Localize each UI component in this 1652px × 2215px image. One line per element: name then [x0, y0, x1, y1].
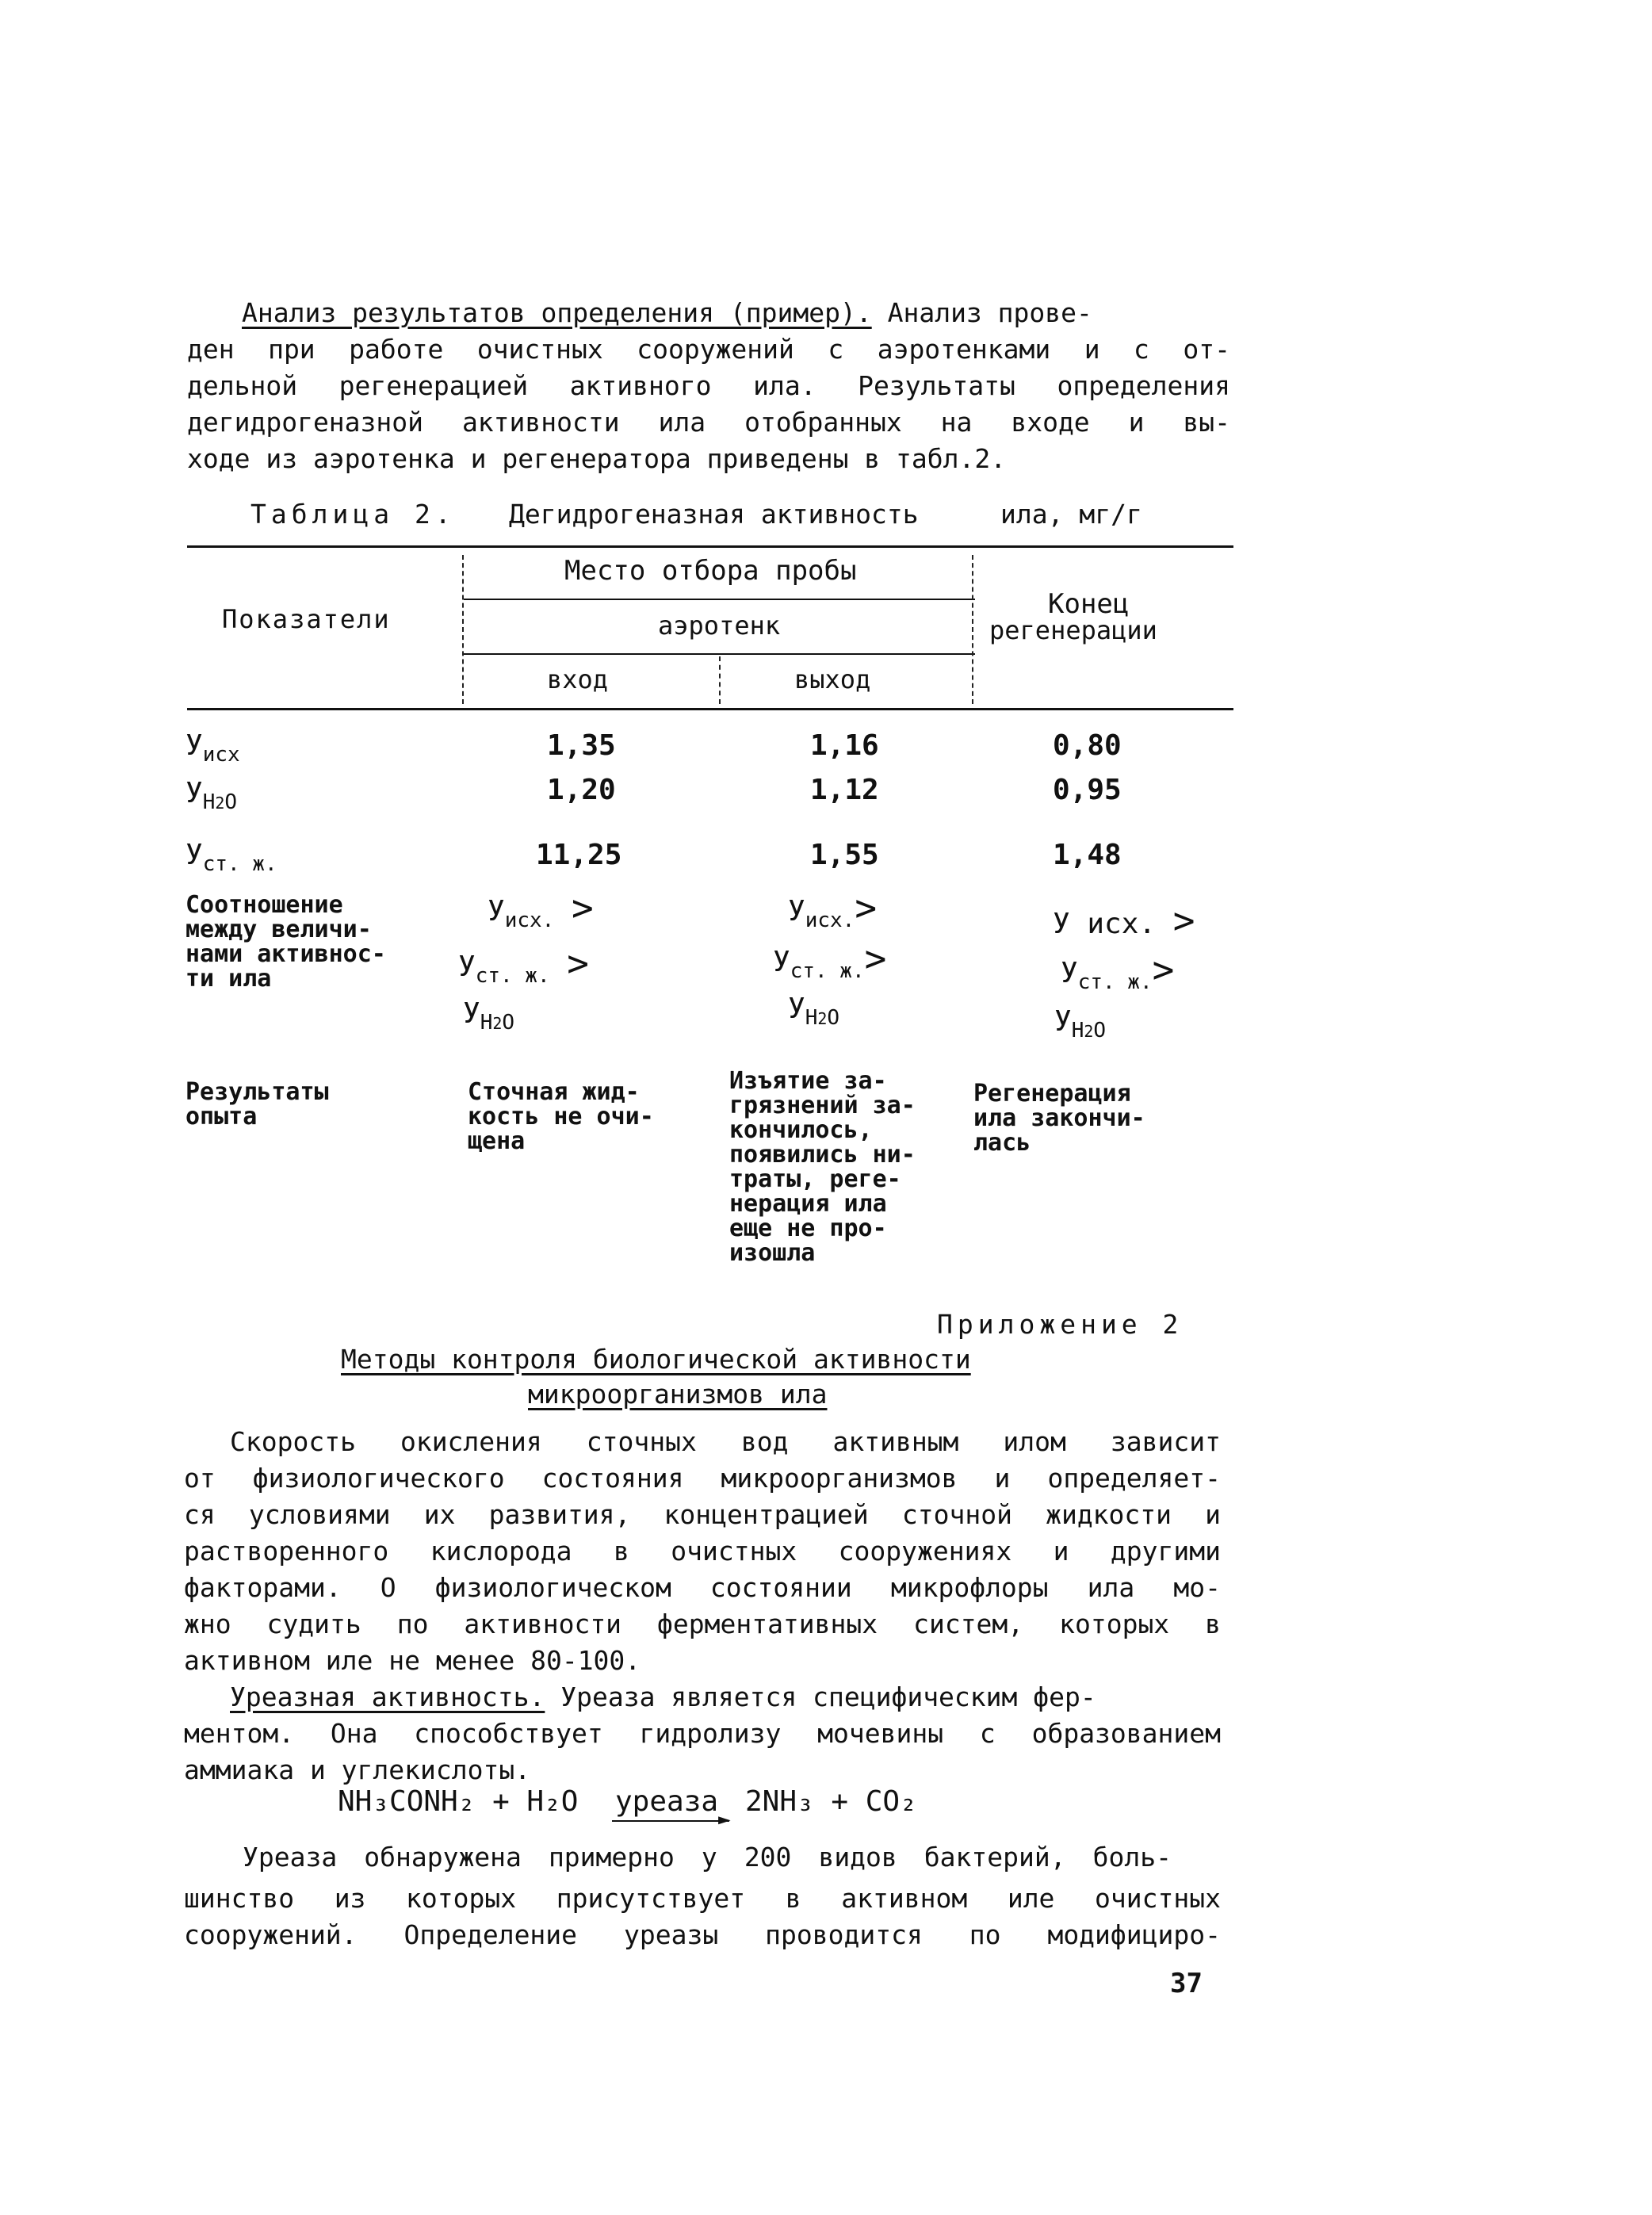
urease-line-2: ментом. Она способствует гидролизу мочевины с образованием	[184, 1718, 1221, 1749]
ratio-inlet-ish: $У_{исх.}$ >	[488, 886, 594, 933]
body1-line-6: активном иле не менее 80-100.	[184, 1645, 641, 1676]
urease-heading: Уреазная активность.	[230, 1681, 545, 1712]
ratio-label: Соотношение между величи- нами активнос- ти ила	[185, 891, 386, 993]
row-label-ish: $У_{исх}$	[185, 729, 240, 767]
header-vline-3	[972, 555, 973, 704]
body1-line-2: ся условиями их развития, концентрацией сточной жидкости и	[184, 1499, 1221, 1530]
header-vline-2	[719, 656, 721, 704]
intro-line-0: Анализ прове-	[887, 297, 1092, 328]
row-label-h2o: $У_{H2O}$	[185, 777, 238, 815]
urease-line-3: аммиака и углекислоты.	[184, 1754, 531, 1785]
header-sampling-place: Место отбора пробы	[564, 555, 857, 587]
header-rule-2	[464, 653, 975, 655]
formula-left: NH₃CONH₂ + H₂O	[338, 1785, 579, 1818]
header-outlet: выход	[794, 664, 871, 694]
header-rule-1	[464, 599, 975, 600]
ratio-outlet-ish: $У_{исх.}>$	[788, 886, 878, 933]
value-stzh-inlet: 11,25	[536, 839, 622, 871]
intro-line-2: дельной регенерацией активного ила. Результаты определения	[187, 370, 1230, 401]
row-label-stzh: $У_{ст. ж.}$	[185, 839, 277, 877]
formula-arrow	[612, 1820, 729, 1822]
body1-line-0: Скорость окисления сточных вод активным илом зависит	[230, 1426, 1221, 1457]
results-inlet: Сточная жид- кость не очи- щена	[468, 1078, 654, 1155]
table-caption-label: Таблица 2.	[250, 499, 456, 530]
header-regen-end-2: регенерации	[989, 615, 1157, 645]
results-outlet: Изъятие за- грязнений за- кончилось, появились ни- траты, реге- нерация ила еще не про- изошла	[729, 1067, 916, 1267]
page-number: 37	[1170, 1968, 1203, 1999]
header-regen-end-1: Конец	[1048, 588, 1130, 620]
appendix-label: Приложение 2	[937, 1309, 1184, 1340]
formula-enzyme: уреаза	[615, 1785, 719, 1818]
header-vline-1	[462, 555, 464, 704]
value-ish-regen: 0,80	[1053, 729, 1122, 762]
value-h2o-outlet: 1,12	[810, 774, 879, 806]
ratio-inlet-h2o: $У_{H2O}$	[463, 997, 515, 1035]
intro-line-3: дегидрогеназной активности ила отобранных на входе и вы-	[187, 407, 1230, 438]
appendix-title-1: Методы контроля биологической активности	[341, 1344, 971, 1375]
value-h2o-inlet: 1,20	[547, 774, 616, 806]
intro-heading: Анализ результатов определения (пример).	[242, 297, 872, 328]
table-caption-unit: ила, мг/г	[1000, 499, 1142, 530]
table-caption-title: Дегидрогеназная активность	[509, 499, 919, 530]
ratio-regen-h2o: $У_{H2O}$	[1054, 1005, 1107, 1043]
body1-line-5: жно судить по активности ферментативных систем, которых в	[184, 1609, 1221, 1639]
urease-line-1: Уреазная активность. Уреаза является специфическим фер-	[230, 1681, 1096, 1712]
ratio-regen-stzh: $У_{ст. ж.}>$	[1061, 948, 1175, 995]
appendix-title-2: микроорганизмов ила	[528, 1379, 828, 1410]
header-aerotank: аэротенк	[658, 610, 781, 641]
ratio-outlet-h2o: $У_{H2O}$	[788, 993, 840, 1031]
results-label: Результаты опыта	[185, 1078, 329, 1130]
ratio-outlet-stzh: $У_{ст. ж.}>$	[773, 937, 887, 984]
ratio-regen-ish: У исх. >	[1053, 899, 1195, 942]
body1-line-4: факторами. О физиологическом состоянии микрофлоры ила мо-	[184, 1572, 1221, 1603]
body2-line-1: шинство из которых присутствует в активном иле очистных	[184, 1883, 1221, 1914]
body1-line-1: от физиологического состояния микроорганизмов и определяет-	[184, 1463, 1221, 1494]
intro-line-4: ходе из аэротенка и регенератора приведены в табл.2.	[187, 443, 1007, 474]
body1-line-3: растворенного кислорода в очистных сооружениях и другими	[184, 1536, 1221, 1567]
value-ish-outlet: 1,16	[810, 729, 879, 762]
formula-arrowhead: ►	[718, 1808, 731, 1831]
table-header-bottom-rule	[187, 708, 1233, 710]
body2-line-2: сооружений. Определение уреазы проводится по модифициро-	[184, 1919, 1221, 1950]
results-regen: Регенерация ила закончи- лась	[973, 1080, 1145, 1157]
ratio-inlet-stzh: $У_{ст. ж.}$ >	[458, 942, 589, 989]
header-indicators: Показатели	[222, 604, 391, 634]
value-stzh-regen: 1,48	[1053, 839, 1122, 871]
formula-right: 2NH₃ + CO₂	[745, 1785, 917, 1818]
value-h2o-regen: 0,95	[1053, 774, 1122, 806]
value-ish-inlet: 1,35	[547, 729, 616, 762]
table-top-rule	[187, 545, 1233, 548]
value-stzh-outlet: 1,55	[810, 839, 879, 871]
header-inlet: вход	[547, 664, 609, 694]
intro-line-1: ден при работе очистных сооружений с аэротенками и с от-	[187, 334, 1230, 365]
body2-line-0: Уреаза обнаружена примерно у 200 видов бактерий, боль-	[243, 1842, 1172, 1873]
